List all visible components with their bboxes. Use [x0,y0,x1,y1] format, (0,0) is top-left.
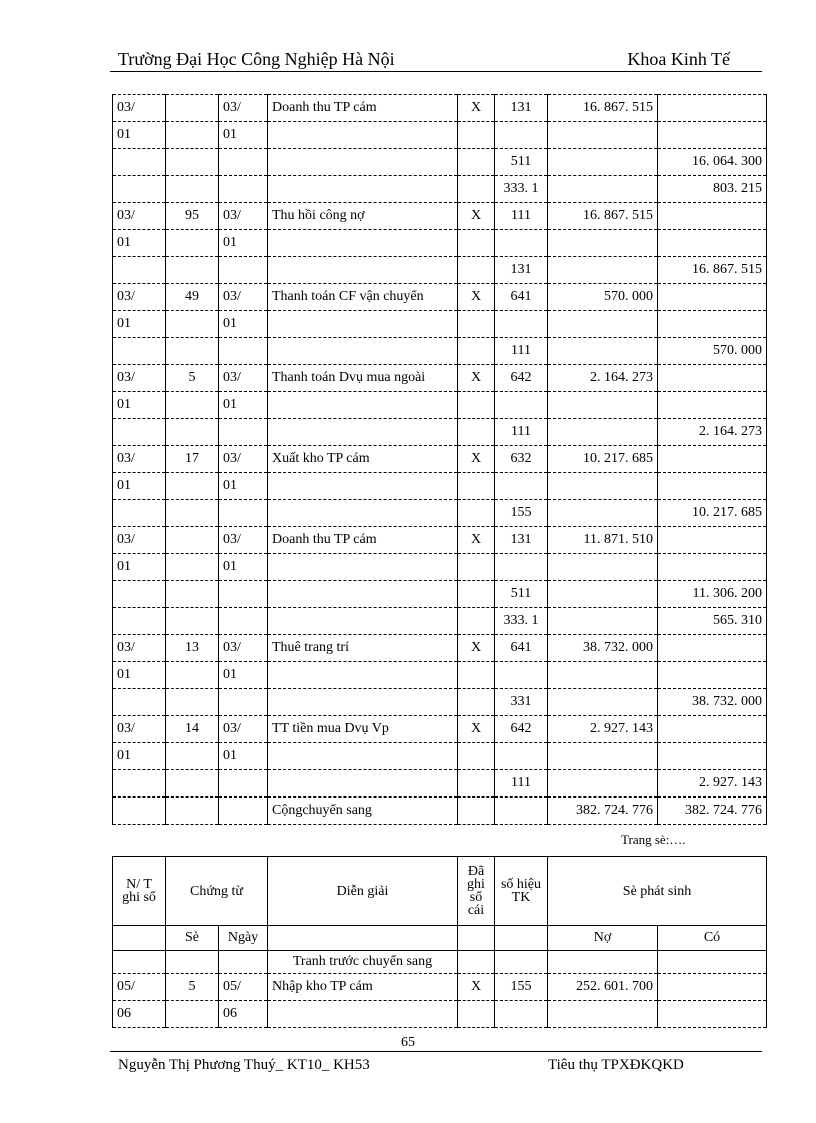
cell-description [268,770,458,797]
cell-credit [658,473,767,500]
cell [495,951,548,974]
cell-voucher-date [219,770,268,797]
cell-credit: 38. 732. 000 [658,689,767,716]
cell-debit: 252. 601. 700 [548,974,658,1001]
cell-debit [548,392,658,419]
cell-voucher-no [166,149,219,176]
cell-date [113,176,166,203]
subheader-empty [458,926,495,951]
cell-voucher-no: 5 [166,365,219,392]
page-number: 65 [401,1035,415,1050]
header-school: Trường Đại Học Công Nghiệp Hà Nội [118,49,395,69]
cell-debit [548,1001,658,1028]
cell-debit [548,473,658,500]
cell-voucher-no: 49 [166,284,219,311]
cell-debit [548,176,658,203]
cell-credit: 803. 215 [658,176,767,203]
table-row [113,95,767,122]
cell-debit [548,257,658,284]
cell-debit [548,554,658,581]
cell-voucher-no [166,419,219,446]
cell-credit [658,122,767,149]
cell-posted [458,1001,495,1028]
cell-description: Xuất kho TP cám [268,446,458,473]
cell-account: 642 [495,365,548,392]
cell-date: 01 [113,743,166,770]
cell-posted: X [458,95,495,122]
cell-date [113,500,166,527]
cell-date [113,608,166,635]
cell-date: 03/ [113,527,166,554]
cell-posted: X [458,365,495,392]
cell-posted [458,149,495,176]
journal-table-new-page [112,856,767,1028]
page-label: Trang sè:…. [621,832,686,847]
cell-debit: 16. 867. 515 [548,203,658,230]
cell-date: 01 [113,122,166,149]
cell-account [495,311,548,338]
cell-voucher-date: 03/ [219,635,268,662]
cell-credit: 565. 310 [658,608,767,635]
cell-debit [548,743,658,770]
table-row [113,176,767,203]
cell-voucher-no [166,392,219,419]
cell-account: 331 [495,689,548,716]
cell-posted [458,473,495,500]
cell-account: 511 [495,581,548,608]
cell-credit: 382. 724. 776 [658,798,767,825]
header-rule [110,71,762,72]
cell-posted [458,419,495,446]
cell-voucher-no [166,257,219,284]
table-row [113,662,767,689]
cell-voucher-no [166,554,219,581]
cell-debit [548,311,658,338]
cell-posted: X [458,974,495,1001]
cell-credit [658,743,767,770]
cell-credit: 2. 927. 143 [658,770,767,797]
cell-voucher-no [166,338,219,365]
footer-rule [110,1051,762,1052]
cell-description [268,230,458,257]
header-daghi: Đã ghi sổ cái [458,857,495,926]
cell-debit: 10. 217. 685 [548,446,658,473]
cell-credit: 570. 000 [658,338,767,365]
cell-account: 641 [495,635,548,662]
cell-voucher-date [219,798,268,825]
cell-voucher-date [219,581,268,608]
header-sohieu: số hiệu TK [495,857,548,926]
table-row [113,365,767,392]
table-row [113,716,767,743]
cell-posted [458,608,495,635]
table-row [113,1001,767,1028]
cell-voucher-date: 03/ [219,365,268,392]
cell-description [268,311,458,338]
cell-credit [658,392,767,419]
cell-voucher-no [166,689,219,716]
cell-debit: 2. 164. 273 [548,365,658,392]
table-row [113,392,767,419]
cell-voucher-date: 06 [219,1001,268,1028]
subheader-so: Sè [166,926,219,951]
cell-account: 131 [495,95,548,122]
cell-description [268,743,458,770]
table-row [113,311,767,338]
cell-description [268,554,458,581]
cell-voucher-date: 01 [219,554,268,581]
cell-voucher-date: 01 [219,743,268,770]
cell-voucher-no [166,122,219,149]
header-nt: N/ T ghi sổ [113,857,166,926]
cell-date: 01 [113,473,166,500]
table-row [113,608,767,635]
cell-date: 03/ [113,635,166,662]
cell-account [495,473,548,500]
cell-description [268,662,458,689]
cell-posted: X [458,635,495,662]
cell-voucher-no [166,608,219,635]
table-row [113,338,767,365]
subheader-co: Có [658,926,767,951]
cell-debit: 16. 867. 515 [548,95,658,122]
table-row [113,284,767,311]
cell-account: 333. 1 [495,176,548,203]
cell-voucher-date [219,338,268,365]
cell-debit: 570. 000 [548,284,658,311]
cell-voucher-date: 01 [219,662,268,689]
cell-description [268,257,458,284]
cell-voucher-date: 01 [219,473,268,500]
cell [219,951,268,974]
cell-voucher-no [166,770,219,797]
cell-description: Doanh thu TP cám [268,95,458,122]
cell-voucher-no [166,500,219,527]
cell-credit: 16. 064. 300 [658,149,767,176]
cell-debit [548,689,658,716]
cell-description [268,149,458,176]
cell-account: 632 [495,446,548,473]
table-row [113,527,767,554]
cell-voucher-no [166,527,219,554]
cell-date [113,689,166,716]
cell-account: 642 [495,716,548,743]
table-row [113,473,767,500]
table-row [113,635,767,662]
table-row [113,419,767,446]
cell-date [113,338,166,365]
cell-credit: 10. 217. 685 [658,500,767,527]
cell-voucher-date: 01 [219,122,268,149]
cell-credit: 2. 164. 273 [658,419,767,446]
cell-credit: 11. 306. 200 [658,581,767,608]
carry-forward-label: Tranh trước chuyển sang [268,951,458,974]
subheader-empty [495,926,548,951]
cell-account [495,554,548,581]
cell-voucher-date: 03/ [219,716,268,743]
table-row [113,203,767,230]
cell-posted [458,257,495,284]
cell-voucher-date: 03/ [219,527,268,554]
cell-debit [548,338,658,365]
cell-posted [458,338,495,365]
cell-description: Thanh toán Dvụ mua ngoài [268,365,458,392]
table-row [113,581,767,608]
cell-account [495,662,548,689]
cell-credit [658,662,767,689]
cell-credit: 16. 867. 515 [658,257,767,284]
cell-posted [458,122,495,149]
cell-posted [458,689,495,716]
cell-posted [458,500,495,527]
cell-credit [658,1001,767,1028]
cell-posted [458,770,495,797]
table-row [113,149,767,176]
cell-posted [458,743,495,770]
cell-date: 03/ [113,446,166,473]
cell-voucher-date: 01 [219,311,268,338]
cell-posted: X [458,446,495,473]
cell-account [495,798,548,825]
cell-voucher-no [166,230,219,257]
cell-voucher-no [166,473,219,500]
cell-posted [458,662,495,689]
cell-posted [458,311,495,338]
cell-debit: 11. 871. 510 [548,527,658,554]
cell-debit [548,419,658,446]
cell-debit: 382. 724. 776 [548,798,658,825]
cell-posted [458,392,495,419]
cell-voucher-no: 5 [166,974,219,1001]
cell-account: 155 [495,974,548,1001]
cell-credit [658,230,767,257]
table-row [113,257,767,284]
cell-credit [658,974,767,1001]
cell-account [495,122,548,149]
cell-description [268,500,458,527]
cell-posted [458,581,495,608]
cell-account [495,392,548,419]
footer-topic: Tiêu thụ TPXĐKQKD [548,1057,684,1073]
cell-voucher-date: 05/ [219,974,268,1001]
cell-voucher-no [166,743,219,770]
cell-account: 111 [495,203,548,230]
cell-voucher-no [166,176,219,203]
cell-description: Thuê trang trí [268,635,458,662]
cell-credit [658,311,767,338]
cell-account [495,743,548,770]
cell-posted: X [458,203,495,230]
cell-account: 111 [495,338,548,365]
cell [166,951,219,974]
subheader-no: Nợ [548,926,658,951]
cell-posted [458,230,495,257]
cell-date: 06 [113,1001,166,1028]
table-row [113,770,767,797]
table-row [113,974,767,1001]
cell-voucher-no: 13 [166,635,219,662]
cell-voucher-no [166,581,219,608]
cell-voucher-no [166,311,219,338]
cell-date: 01 [113,392,166,419]
cell-voucher-no: 95 [166,203,219,230]
cell-voucher-no: 14 [166,716,219,743]
cell-description [268,176,458,203]
cell-description: Thu hồi công nợ [268,203,458,230]
cell [548,951,658,974]
cell-description [268,473,458,500]
cell-date: 01 [113,662,166,689]
cell-voucher-date: 01 [219,230,268,257]
cell-description: Cộngchuyển sang [268,798,458,825]
table-row [113,554,767,581]
subheader-empty [268,926,458,951]
subheader-ngay: Ngày [219,926,268,951]
header-sophatsinh: Sè phát sinh [548,857,767,926]
subheader-empty [113,926,166,951]
cell-description: Doanh thu TP cám [268,527,458,554]
table-row [113,122,767,149]
cell-description: Thanh toán CF vận chuyển [268,284,458,311]
cell-date [113,419,166,446]
cell-account: 131 [495,527,548,554]
cell-voucher-date [219,500,268,527]
cell-account: 641 [495,284,548,311]
cell-posted: X [458,284,495,311]
cell-debit [548,230,658,257]
cell-debit [548,122,658,149]
cell-debit: 2. 927. 143 [548,716,658,743]
table-row [113,689,767,716]
cell-date: 01 [113,311,166,338]
cell-account: 131 [495,257,548,284]
cell-debit [548,770,658,797]
cell-description [268,122,458,149]
cell-date: 03/ [113,284,166,311]
cell-description [268,581,458,608]
cell-voucher-date [219,608,268,635]
cell-voucher-date [219,419,268,446]
cell-date: 03/ [113,365,166,392]
header-faculty: Khoa Kinh Tế [627,49,730,69]
cell-debit [548,662,658,689]
header-chungtu: Chứng từ [166,857,268,926]
cell-date [113,257,166,284]
cell-description [268,419,458,446]
table-row [113,230,767,257]
cell-voucher-date [219,689,268,716]
cell-voucher-date: 03/ [219,284,268,311]
cell-description [268,392,458,419]
cell-date: 03/ [113,95,166,122]
cell-description: TT tiền mua Dvụ Vp [268,716,458,743]
cell [458,951,495,974]
cell [113,951,166,974]
journal-table-continued [112,94,767,825]
cell-voucher-date: 03/ [219,95,268,122]
cell-voucher-no [166,662,219,689]
table-row [113,743,767,770]
cell-description [268,608,458,635]
cell-date: 01 [113,554,166,581]
cell-voucher-no [166,1001,219,1028]
cell-date: 05/ [113,974,166,1001]
cell-credit [658,716,767,743]
cell-date [113,581,166,608]
cell-voucher-date [219,257,268,284]
cell-date [113,770,166,797]
cell-account: 511 [495,149,548,176]
cell-credit [658,446,767,473]
cell-description [268,1001,458,1028]
cell-date [113,798,166,825]
cell-voucher-no [166,798,219,825]
cell-description [268,338,458,365]
cell-voucher-no: 17 [166,446,219,473]
cell-date [113,149,166,176]
cell-date: 03/ [113,203,166,230]
cell-voucher-date: 03/ [219,446,268,473]
cell-description: Nhập kho TP cám [268,974,458,1001]
footer-author: Nguyễn Thị Phương Thuý_ KT10_ KH53 [118,1057,370,1073]
cell-voucher-no [166,95,219,122]
cell [658,951,767,974]
cell-credit [658,203,767,230]
cell-description [268,689,458,716]
cell-voucher-date [219,149,268,176]
cell-debit [548,500,658,527]
cell-credit [658,527,767,554]
cell-posted [458,176,495,203]
table-row [113,446,767,473]
cell-credit [658,635,767,662]
cell-voucher-date: 01 [219,392,268,419]
header-diengiai: Diễn giải [268,857,458,926]
cell-account: 155 [495,500,548,527]
cell-date: 01 [113,230,166,257]
table-row [113,798,767,825]
cell-voucher-date [219,176,268,203]
cell-account: 111 [495,770,548,797]
cell-account: 333. 1 [495,608,548,635]
cell-account: 111 [495,419,548,446]
cell-posted: X [458,527,495,554]
cell-posted: X [458,716,495,743]
cell-account [495,1001,548,1028]
cell-posted [458,554,495,581]
cell-debit [548,581,658,608]
cell-debit [548,149,658,176]
cell-credit [658,95,767,122]
cell-date: 03/ [113,716,166,743]
table-row [113,500,767,527]
cell-account [495,230,548,257]
cell-credit [658,365,767,392]
cell-credit [658,554,767,581]
cell-debit [548,608,658,635]
cell-credit [658,284,767,311]
cell-voucher-date: 03/ [219,203,268,230]
cell-debit: 38. 732. 000 [548,635,658,662]
cell-posted [458,798,495,825]
